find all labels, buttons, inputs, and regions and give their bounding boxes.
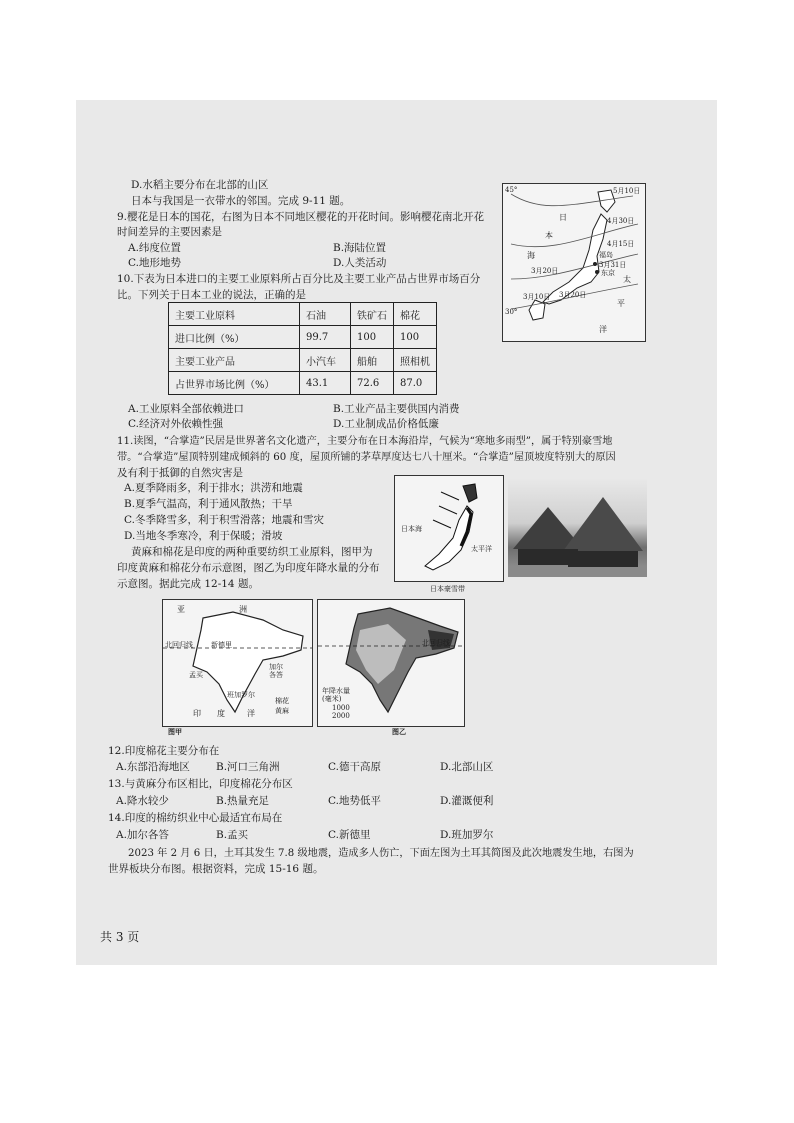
tropic-label: 北回归线: [422, 639, 450, 647]
bloom-date: 3月31日: [599, 261, 627, 269]
intro-12-14: 黄麻和棉花是印度的两种重要纺织工业原料，图甲为: [131, 546, 373, 558]
intro-15-16-cont: 世界板块分布图。根据资料，完成 15-16 题。: [108, 863, 324, 875]
table-cell: 主要工业产品: [169, 349, 300, 372]
table-cell: 99.7: [300, 326, 351, 349]
map-label: 太: [623, 275, 631, 284]
legend-jute: 黄麻: [275, 707, 289, 715]
table-row: [169, 303, 437, 326]
q9-option-c: C.地形地势: [128, 257, 181, 269]
snow-map-caption: 日本豪雪带: [430, 585, 465, 593]
map-label: 亚: [177, 605, 185, 614]
city-label: 加尔: [269, 663, 283, 671]
q10-option-d: D.工业制成品价格低廉: [333, 418, 439, 430]
legend-value: 2000: [332, 712, 350, 720]
question-11-cont2: 及有利于抵御的自然灾害是: [117, 467, 243, 479]
q10-option-c: C.经济对外依赖性强: [128, 418, 223, 430]
legend-value: 1000: [332, 704, 350, 712]
tropic-label: 北回归线: [165, 641, 193, 649]
q9-option-b: B.海陆位置: [333, 242, 387, 254]
map-label: 福岛: [599, 251, 613, 259]
legend-title: 年降水量: [322, 687, 350, 695]
table-cell: 占世界市场比例（%）: [169, 372, 300, 395]
q13-option-a: A.降水较少: [116, 795, 169, 807]
q13-option-c: C.地势低平: [328, 795, 381, 807]
city-label: 新德里: [211, 641, 232, 649]
legend-unit: (毫米): [322, 695, 342, 703]
intro-12-14-cont: 印度黄麻和棉花分布示意图，图乙为印度年降水量的分布: [117, 562, 380, 574]
question-9: 9.樱花是日本的国花，右图为日本不同地区樱花的开花时间。影响樱花南北开花: [117, 211, 485, 223]
map-label: 平: [617, 299, 625, 308]
q13-option-b: B.热量充足: [216, 795, 270, 807]
bloom-date: 4月30日: [607, 217, 635, 225]
q8-option-d: D.水稻主要分布在北部的山区: [131, 179, 269, 191]
intro-15-16: 2023 年 2 月 6 日，土耳其发生 7.8 级地震，造成多人伤亡，下面左图为土耳其简图及此次地震发生地，右图为: [128, 848, 634, 859]
q12-option-b: B.河口三角洲: [216, 761, 280, 773]
q9-option-d: D.人类活动: [333, 257, 387, 269]
table-cell: 43.1: [300, 372, 351, 395]
latitude-30: 30°: [505, 308, 518, 316]
gassho-houses-illustration: [508, 479, 647, 577]
intro-9-11: 日本与我国是一衣带水的邻国。完成 9-11 题。: [131, 195, 351, 207]
q12-option-d: D.北部山区: [440, 761, 494, 773]
map-label: 度: [217, 709, 225, 718]
table-cell: 小汽车: [300, 349, 351, 372]
q9-option-a: A.纬度位置: [128, 242, 181, 254]
bloom-date: 4月15日: [607, 240, 635, 248]
question-14: 14.印度的棉纺织业中心最适宜布局在: [108, 812, 283, 824]
map-label: 洋: [599, 325, 607, 334]
gassho-house-photo: [508, 479, 647, 577]
question-12: 12.印度棉花主要分布在: [108, 745, 220, 757]
map-label: 洋: [247, 709, 255, 718]
india-outline-a: [163, 600, 312, 726]
map-label: 日: [559, 213, 567, 222]
table-row: [169, 372, 437, 395]
table-row: [169, 326, 437, 349]
city-label: 班加罗尔: [227, 691, 255, 699]
city-label: 孟买: [189, 671, 203, 679]
q14-option-a: A.加尔各答: [116, 829, 169, 841]
india-map-a-caption: 图甲: [168, 727, 182, 736]
q13-option-d: D.灌溉便利: [440, 795, 494, 807]
q11-option-a: A.夏季降雨多，利于排水；洪涝和地震: [124, 482, 303, 494]
question-11-cont: 带。“合掌造”屋顶特别建成倾斜的 60 度，屋顶所铺的茅草厚度达七八十厘米。“合掌造”屋顶坡度特别大的原因: [117, 452, 616, 463]
question-9-cont: 时间差异的主要因素是: [117, 226, 222, 238]
bloom-date: 3月20日: [559, 291, 587, 299]
latitude-45: 45°: [505, 186, 518, 194]
table-cell: 棉花: [394, 303, 437, 326]
page-footer: 共 3 页: [100, 930, 140, 944]
table-cell: 72.6: [351, 372, 394, 395]
map-label: 海: [527, 251, 535, 260]
q11-option-c: C.冬季降雪多，利于积雪滑落；地震和雪灾: [124, 514, 324, 526]
table-cell: 进口比例（%）: [169, 326, 300, 349]
table-cell: 石油: [300, 303, 351, 326]
bloom-date: 3月20日: [531, 267, 559, 275]
table-cell: 铁矿石: [351, 303, 394, 326]
q12-option-a: A.东部沿海地区: [116, 761, 190, 773]
q14-option-d: D.班加罗尔: [440, 829, 494, 841]
question-10: 10.下表为日本进口的主要工业原料所占百分比及主要工业产品占世界市场百分: [117, 273, 481, 285]
japan-sakura-map: [502, 183, 646, 342]
bloom-date: 5月10日: [613, 187, 641, 195]
q10-option-b: B.工业产品主要供国内消费: [333, 403, 460, 415]
map-label: 印: [193, 709, 201, 718]
question-13: 13.与黄麻分布区相比，印度棉花分布区: [108, 778, 293, 790]
q10-option-a: A.工业原料全部依赖进口: [128, 403, 244, 415]
table-cell: 主要工业原料: [169, 303, 300, 326]
industry-table: [168, 302, 437, 395]
table-cell: 照相机: [394, 349, 437, 372]
table-cell: 100: [394, 326, 437, 349]
japan-snow-map: [394, 475, 504, 582]
q11-option-b: B.夏季气温高，利于通风散热；干旱: [124, 498, 293, 510]
map-label: 本: [545, 231, 553, 240]
map-label: 东京: [601, 269, 615, 277]
city-label: 各答: [269, 671, 283, 679]
table-cell: 87.0: [394, 372, 437, 395]
question-10-cont: 比。下列关于日本工业的说法，正确的是: [117, 289, 306, 301]
question-11: 11.读图，“合掌造”民居是世界著名文化遗产，主要分布在日本海沿岸，气候为“寒地多雨型”，属于特别豪雪地: [117, 436, 613, 447]
legend-cotton: 棉花: [275, 697, 289, 705]
india-rainfall-map: [317, 599, 465, 727]
q11-option-d: D.当地冬季寒冷，利于保暖；滑坡: [124, 530, 283, 542]
intro-12-14-cont2: 示意图。据此完成 12-14 题。: [117, 578, 259, 590]
table-cell: 船舶: [351, 349, 394, 372]
map-label: 太平洋: [471, 545, 492, 553]
table-cell: 100: [351, 326, 394, 349]
q14-option-b: B.孟买: [216, 829, 249, 841]
table-row: [169, 349, 437, 372]
q12-option-c: C.德干高原: [328, 761, 381, 773]
map-label: 洲: [239, 605, 247, 614]
q14-option-c: C.新德里: [328, 829, 371, 841]
map-label: 日本海: [401, 525, 422, 533]
india-map-b-caption: 图乙: [392, 727, 406, 736]
india-crop-map: [162, 599, 313, 727]
bloom-date: 3月10日: [523, 293, 551, 301]
